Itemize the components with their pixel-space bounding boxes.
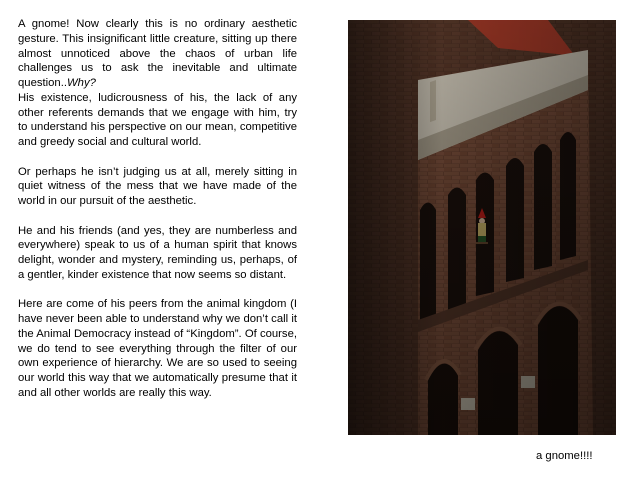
paragraph-3: He and his friends (and yes, they are numberless and everywhere) speak to us of a human spirit that knows delight, wonder and mystery, reminding us, perhaps, of a gentler, kinder existence that now seems so distant. xyxy=(18,224,297,281)
paragraph-1 xyxy=(18,17,297,91)
paragraph-1-continued: His existence, ludicrousness of his, the lack of any other referents demands that we engage with him, try to understand his perspective on our mean, competitive and greedy social and cultural world. xyxy=(18,91,297,148)
paragraph-1-text: A gnome! Now clearly this is no ordinary aesthetic gesture. This insignificant little creature, sitting up there almost unnoticed above the chaos of urban life challenges us to ask the inevitable and ultimate question.. xyxy=(18,18,297,89)
gnome-photo xyxy=(348,20,616,435)
photo-caption: a gnome!!!! xyxy=(536,450,593,462)
paragraph-4: Here are come of his peers from the animal kingdom (I have never been able to understand why we don’t call it the Animal Democracy instead of “Kingdom”. Of course, we do tend to see everything through the filter of our own experience of hierarchy. We are so used to seeing our world this way that we automatically presume that it and all other worlds are really this way. xyxy=(18,298,297,399)
gnome-photo-image xyxy=(348,20,616,435)
paragraph-1-emphasis: Why? xyxy=(67,77,96,89)
body-text xyxy=(18,17,297,415)
paragraph-2: Or perhaps he isn’t judging us at all, merely sitting in quiet witness of the mess that we have made of the world in our pursuit of the aesthetic. xyxy=(18,165,297,207)
